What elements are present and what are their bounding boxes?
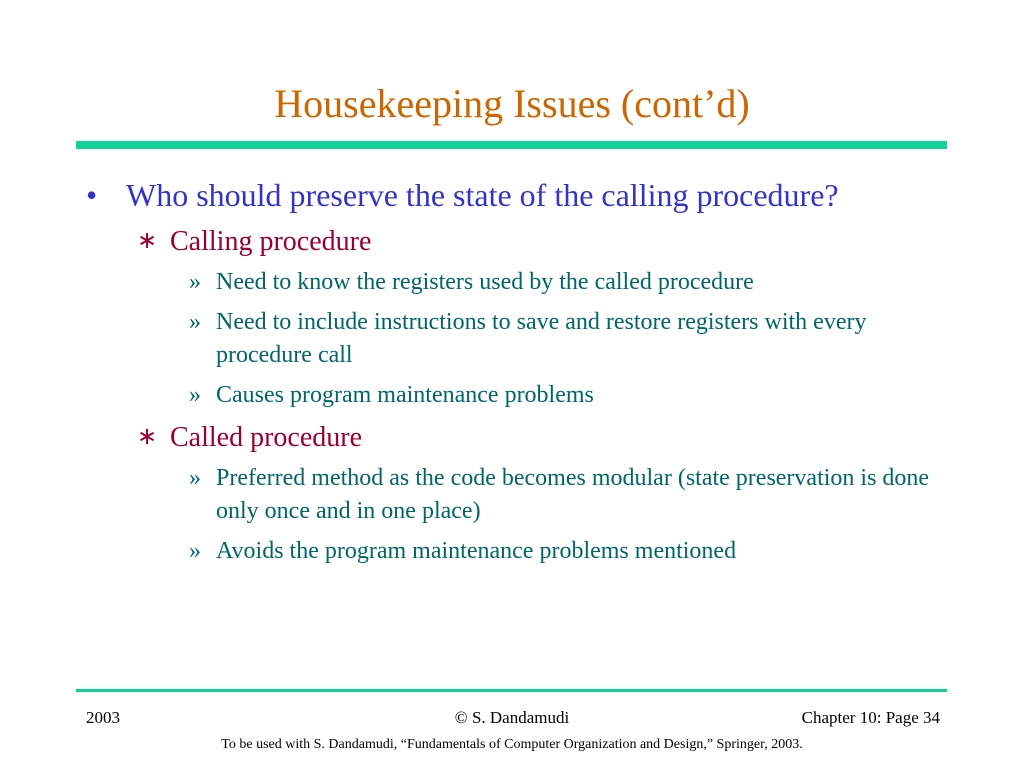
list-item xyxy=(86,306,946,372)
list-item-text: Need to include instructions to save and restore registers with every procedure call xyxy=(216,309,867,368)
asterisk-icon: ∗ xyxy=(137,424,158,450)
footer-note: To be used with S. Dandamudi, “Fundamentals of Computer Organization and Design,” Springer, 2003. xyxy=(221,737,803,752)
list-item xyxy=(86,266,946,299)
list-item-text: Preferred method as the code becomes modular (state preservation is done only once and in one place) xyxy=(216,465,930,524)
bullet-main-text: Who should preserve the state of the calling procedure? xyxy=(126,177,839,213)
slide-body xyxy=(86,174,946,575)
bullet-dot-icon: • xyxy=(86,177,98,213)
list-item xyxy=(86,379,946,412)
sub-bullet-calling-text: Calling procedure xyxy=(170,226,372,257)
footer-year: 2003 xyxy=(86,708,120,727)
list-item-text: Avoids the program maintenance problems mentioned xyxy=(216,538,737,564)
bullet-main xyxy=(86,174,946,217)
footer-divider xyxy=(76,689,947,692)
chevron-icon: » xyxy=(189,465,201,491)
chevron-icon: » xyxy=(189,538,201,564)
chevron-icon: » xyxy=(189,309,201,335)
sub-bullet-called-text: Called procedure xyxy=(170,422,363,453)
chevron-icon: » xyxy=(189,382,201,408)
sub-bullet-called xyxy=(86,419,946,456)
footer-page-number: Chapter 10: Page 34 xyxy=(801,708,940,727)
list-item xyxy=(86,535,946,568)
list-item xyxy=(86,462,946,528)
list-item-text: Causes program maintenance problems xyxy=(216,382,594,408)
asterisk-icon: ∗ xyxy=(137,228,158,254)
title-divider xyxy=(76,141,947,149)
list-item-text: Need to know the registers used by the called procedure xyxy=(216,269,754,295)
footer-author: © S. Dandamudi xyxy=(454,708,570,727)
chevron-icon: » xyxy=(189,269,201,295)
sub-bullet-calling xyxy=(86,223,946,260)
slide-title: Housekeeping Issues (cont’d) xyxy=(274,81,750,126)
